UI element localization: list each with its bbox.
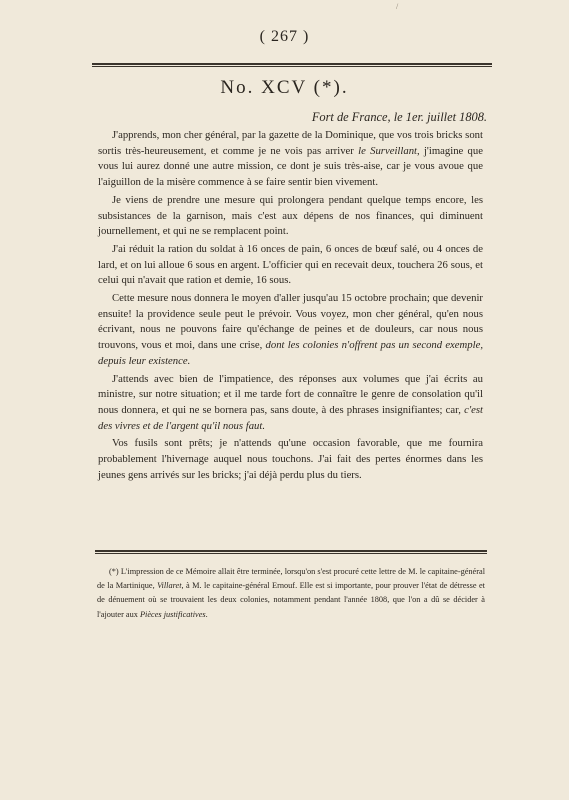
- header-rule: [92, 63, 492, 67]
- paragraph-3: J'ai réduit la ration du soldat à 16 onces de pain, 6 onces de bœuf salé, ou 4 onces de lard, et on lui alloue 6 sous en argent. L'officier qui en recevait deux, touchera 26 sous, et celui qui n'avait que ration et demie, 16 sous.: [98, 242, 483, 287]
- paragraph-5-text-a: J'attends avec bien de l'impatience, des réponses aux volumes que j'ai écrits au ministre, sur notre situation; et il me tarde fort de connaître le genre de consolation qu'il nous donnera, et qui ne se bornera pas, sans doute, à des phrases insignifiantes; car,: [98, 372, 483, 416]
- letter-body: [98, 128, 483, 485]
- paragraph-5: [98, 372, 483, 435]
- paragraph-4-emphasis: dont les colonies n'offrent pas un second exemple, depuis leur existence.: [98, 339, 483, 367]
- footnote-title: Pièces justificatives: [139, 609, 206, 619]
- ship-name: le Surveillant: [358, 144, 418, 157]
- footnote: [97, 565, 485, 622]
- paragraph-6: Vos fusils sont prêts; je n'attends qu'une occasion favorable, que me fournira probablement l'hivernage auquel nous touchons. J'ai fait des pertes énormes dans les jeunes gens arrivés sur les bricks; j'ai déjà perdu plus du tiers.: [98, 437, 483, 481]
- footnote-paragraph: [97, 565, 485, 622]
- paragraph-2: Je viens de prendre une mesure qui prolongera pendant quelque temps encore, les subsistances de la garnison, mais c'est aux dépens de nos finances, qui diminuent journellement, et qui ne se remplacent point.: [98, 193, 483, 238]
- document-heading: No. XCV (*).: [220, 77, 349, 98]
- footnote-text-c: , à M. le capitaine-général Ernouf. Elle est si importante, pour prouver l'état de détresse et de dénuement où se trouvaient les deux colonies, notamment pendant l'année 1808, que l'on a dû se décider à l'ajouter aux: [97, 581, 485, 619]
- paragraph-4: [98, 291, 483, 370]
- paragraph-1-text-c: , j'imagine que vous lui aurez donné une autre mission, ce dont je suis très-aise, car je vous avoue que l'aiguillon de la misère commence à se faire sentir bien vivement.: [98, 144, 483, 189]
- footnote-rule: [95, 550, 487, 554]
- footnote-name: Villaret: [157, 581, 182, 591]
- dateline: Fort de France, le 1er. juillet 1808.: [311, 110, 487, 124]
- footnote-text-a: (*) L'impression de ce Mémoire allait être terminée, lorsqu'on s'est procuré cette lettre de M. le capitaine-général de la Martinique,: [97, 567, 485, 591]
- paragraph-1-text-a: J'apprends, mon cher général, par la gazette de la Dominique, que vos trois bricks sont sortis très-heureusement, et comme je ne vois pas arriver: [98, 129, 483, 157]
- page-number: ( 267 ): [259, 28, 310, 45]
- margin-mark: /: [396, 2, 399, 11]
- paragraph-5-emphasis: c'est des vivres et de l'argent qu'il nous faut.: [98, 403, 483, 432]
- paragraph-4-text-a: Cette mesure nous donnera le moyen d'aller jusqu'au 15 octobre prochain; que devenir ensuite! la providence seule peut le prévoir. Vous voyez, mon cher général, qu'en nous écrivant, nous ne pouvons faire qu'échange de peines et de douleurs, car nous nous trouvons, vous et moi, dans une crise,: [98, 292, 483, 352]
- footnote-text-e: .: [205, 609, 208, 619]
- paragraph-1: [98, 128, 483, 191]
